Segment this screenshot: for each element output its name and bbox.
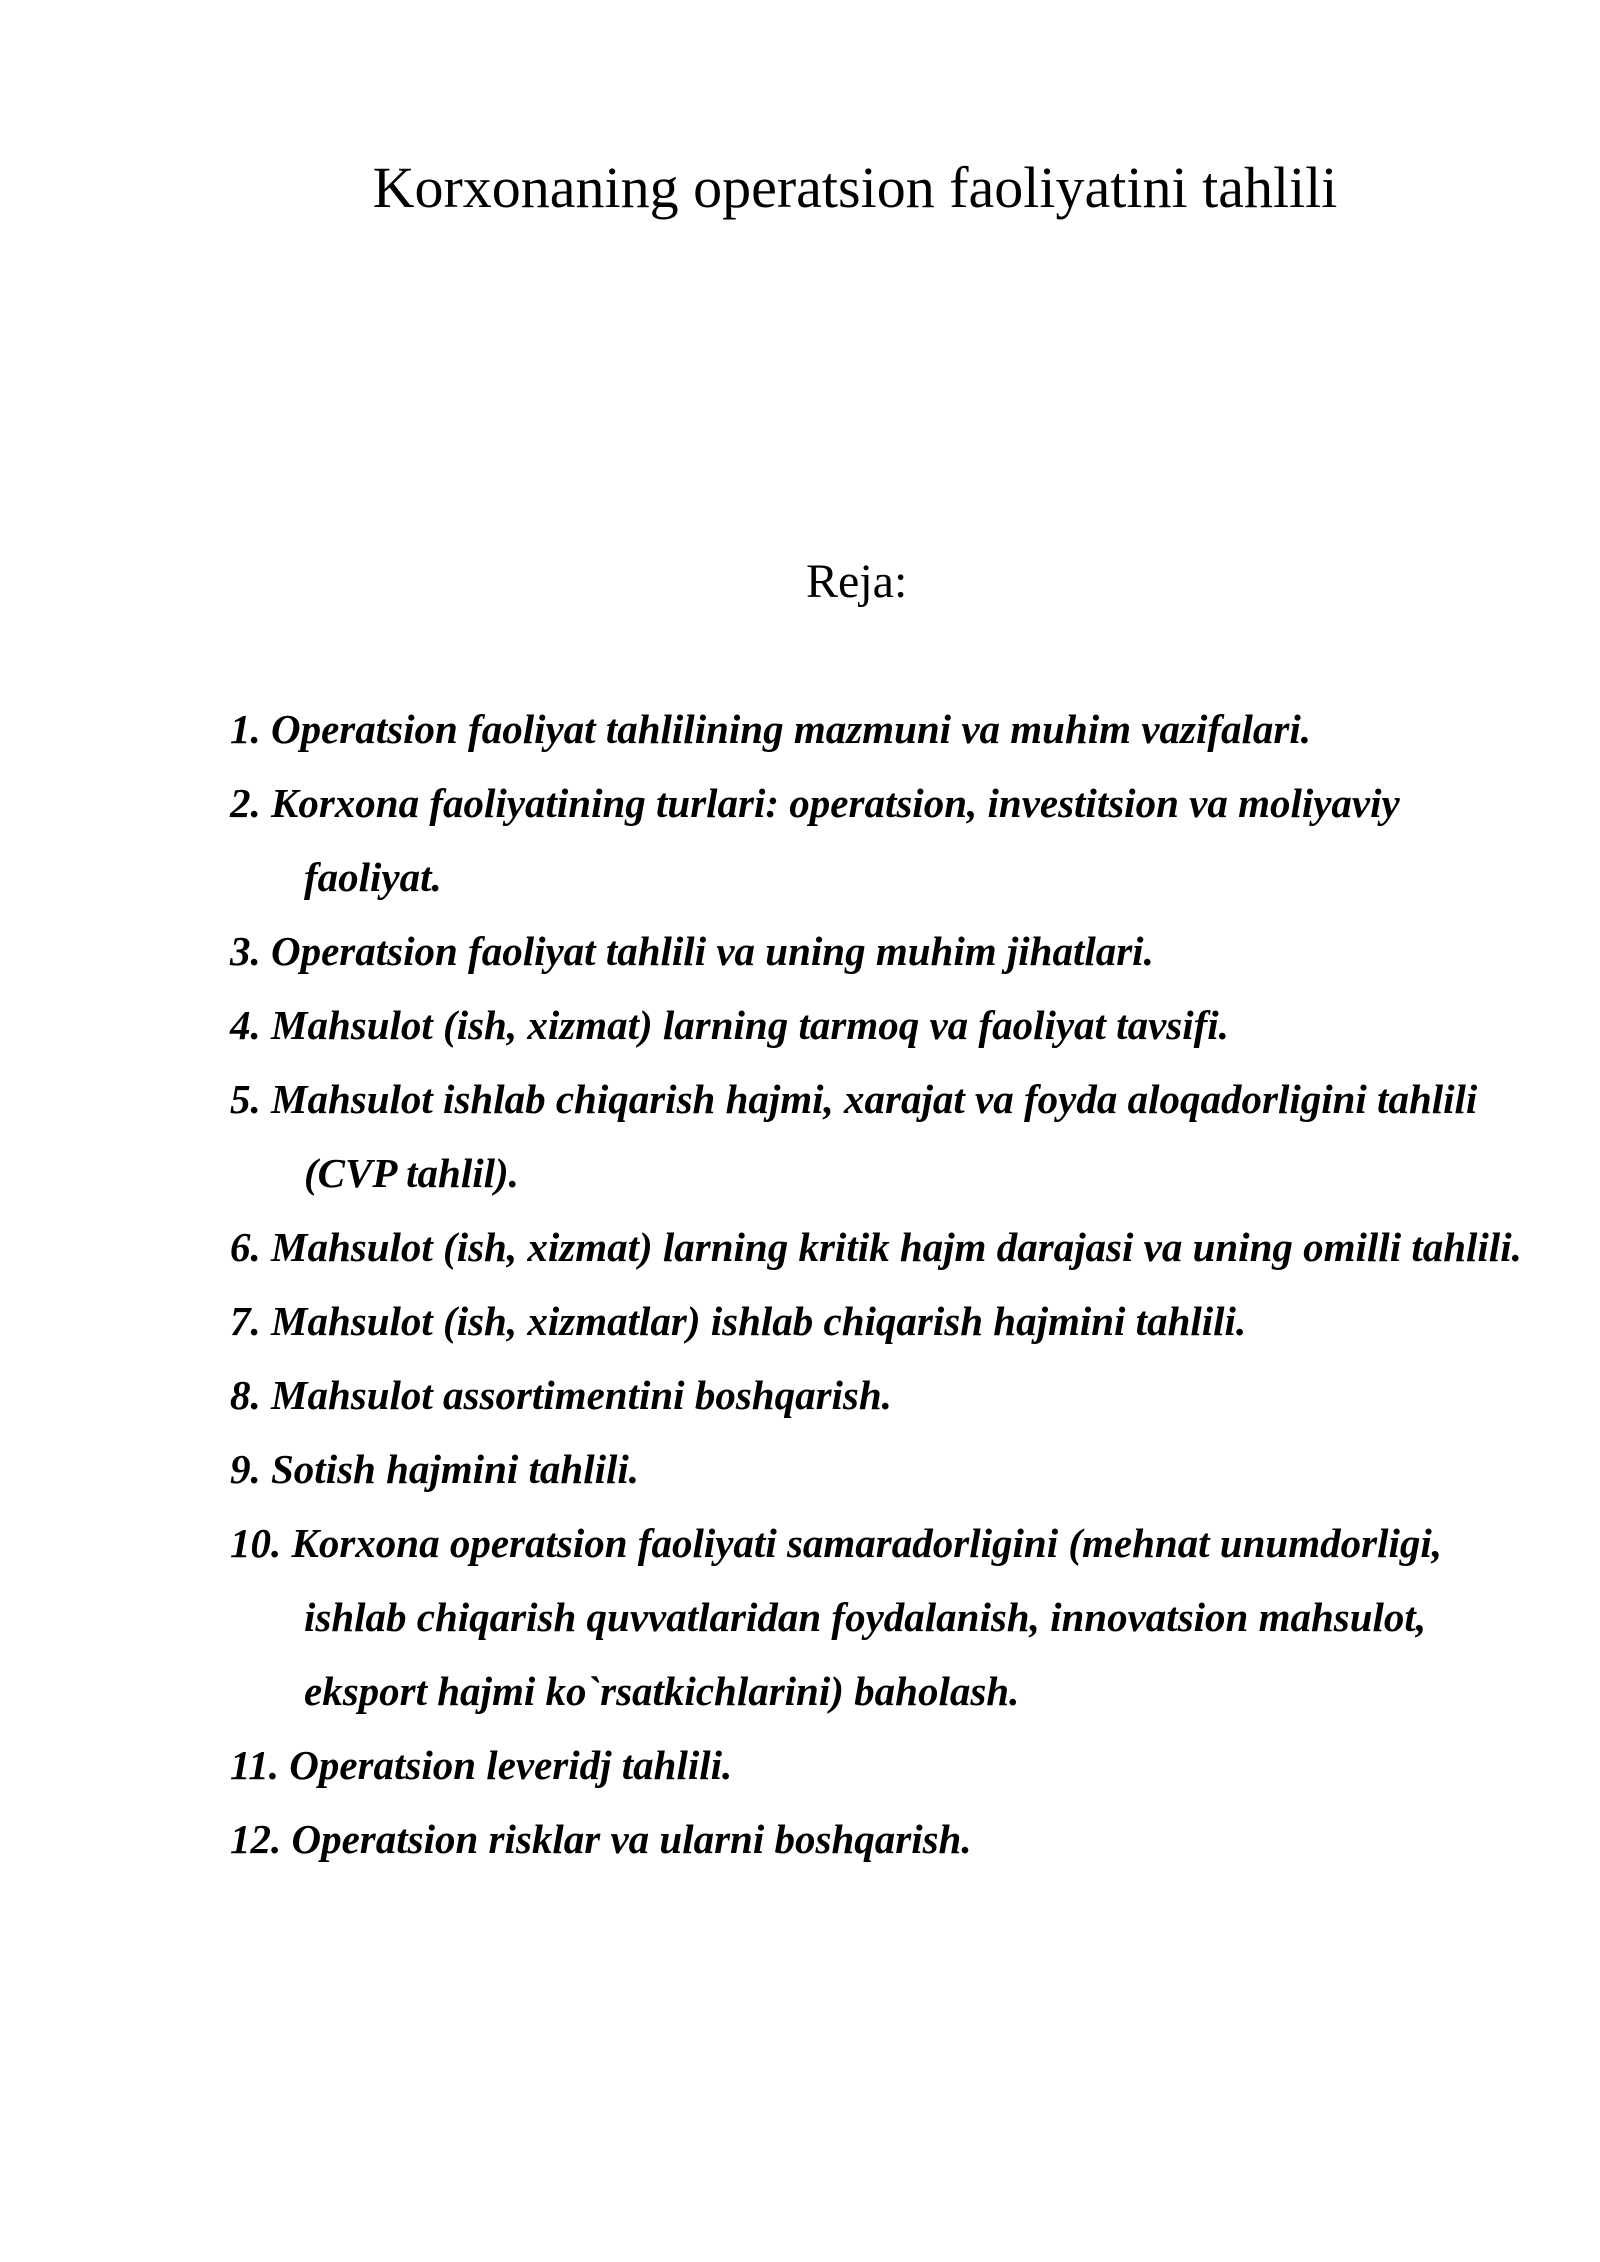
plan-item-text: Mahsulot (ish, xizmat) larning kritik hajm darajasi va uning omilli tahlili. <box>271 1224 1522 1270</box>
plan-item-number: 12. <box>230 1816 282 1862</box>
plan-item-text: Operatsion faoliyat tahlilining mazmuni va muhim vazifalari. <box>271 706 1311 752</box>
plan-item-text: Sotish hajmini tahlili. <box>271 1446 640 1492</box>
plan-item-number: 9. <box>230 1446 261 1492</box>
plan-item-2 <box>230 766 1540 914</box>
plan-item-10 <box>230 1506 1540 1728</box>
plan-item-4 <box>230 988 1540 1062</box>
document-title: Korxonaning operatsion faoliyatini tahlili <box>372 155 1338 220</box>
plan-item-number: 6. <box>230 1224 261 1270</box>
plan-item-number: 8. <box>230 1372 261 1418</box>
plan-item-text: Mahsulot (ish, xizmat) larning tarmoq va faoliyat tavsifi. <box>271 1002 1229 1048</box>
plan-item-text: Mahsulot (ish, xizmatlar) ishlab chiqarish hajmini tahlili. <box>271 1298 1247 1344</box>
plan-item-3 <box>230 914 1540 988</box>
plan-item-1 <box>230 692 1540 766</box>
plan-item-number: 11. <box>230 1742 279 1788</box>
plan-item-number: 10. <box>230 1520 282 1566</box>
plan-item-text: Operatsion leveridj tahlili. <box>289 1742 733 1788</box>
plan-item-11 <box>230 1728 1540 1802</box>
plan-item-6 <box>230 1210 1540 1284</box>
plan-item-number: 4. <box>230 1002 261 1048</box>
plan-item-5 <box>230 1062 1540 1210</box>
plan-item-number: 7. <box>230 1298 261 1344</box>
plan-item-number: 2. <box>230 780 261 826</box>
plan-item-9 <box>230 1432 1540 1506</box>
plan-item-7 <box>230 1284 1540 1358</box>
plan-item-8 <box>230 1358 1540 1432</box>
plan-item-number: 1. <box>230 706 261 752</box>
plan-item-text: Korxona operatsion faoliyati samaradorligini (mehnat unumdorligi, ishlab chiqarish quvvatlaridan foydalanish, innovatsion mahsulot, eksport hajmi ko`rsatkichlarini) baholash. <box>291 1520 1443 1714</box>
plan-heading: Reja: <box>806 555 908 608</box>
plan-item-number: 3. <box>230 928 261 974</box>
plan-item-12 <box>230 1802 1540 1876</box>
plan-item-text: Korxona faoliyatining turlari: operatsion, investitsion va moliyaviy faoliyat. <box>271 780 1400 900</box>
plan-item-text: Mahsulot assortimentini boshqarish. <box>271 1372 892 1418</box>
plan-list <box>230 692 1540 1876</box>
plan-item-number: 5. <box>230 1076 261 1122</box>
plan-item-text: Operatsion faoliyat tahlili va uning muhim jihatlari. <box>271 928 1154 974</box>
plan-item-text: Operatsion risklar va ularni boshqarish. <box>291 1816 972 1862</box>
plan-item-text: Mahsulot ishlab chiqarish hajmi, xarajat va foyda aloqadorligini tahlili (CVP tahlil). <box>271 1076 1478 1196</box>
